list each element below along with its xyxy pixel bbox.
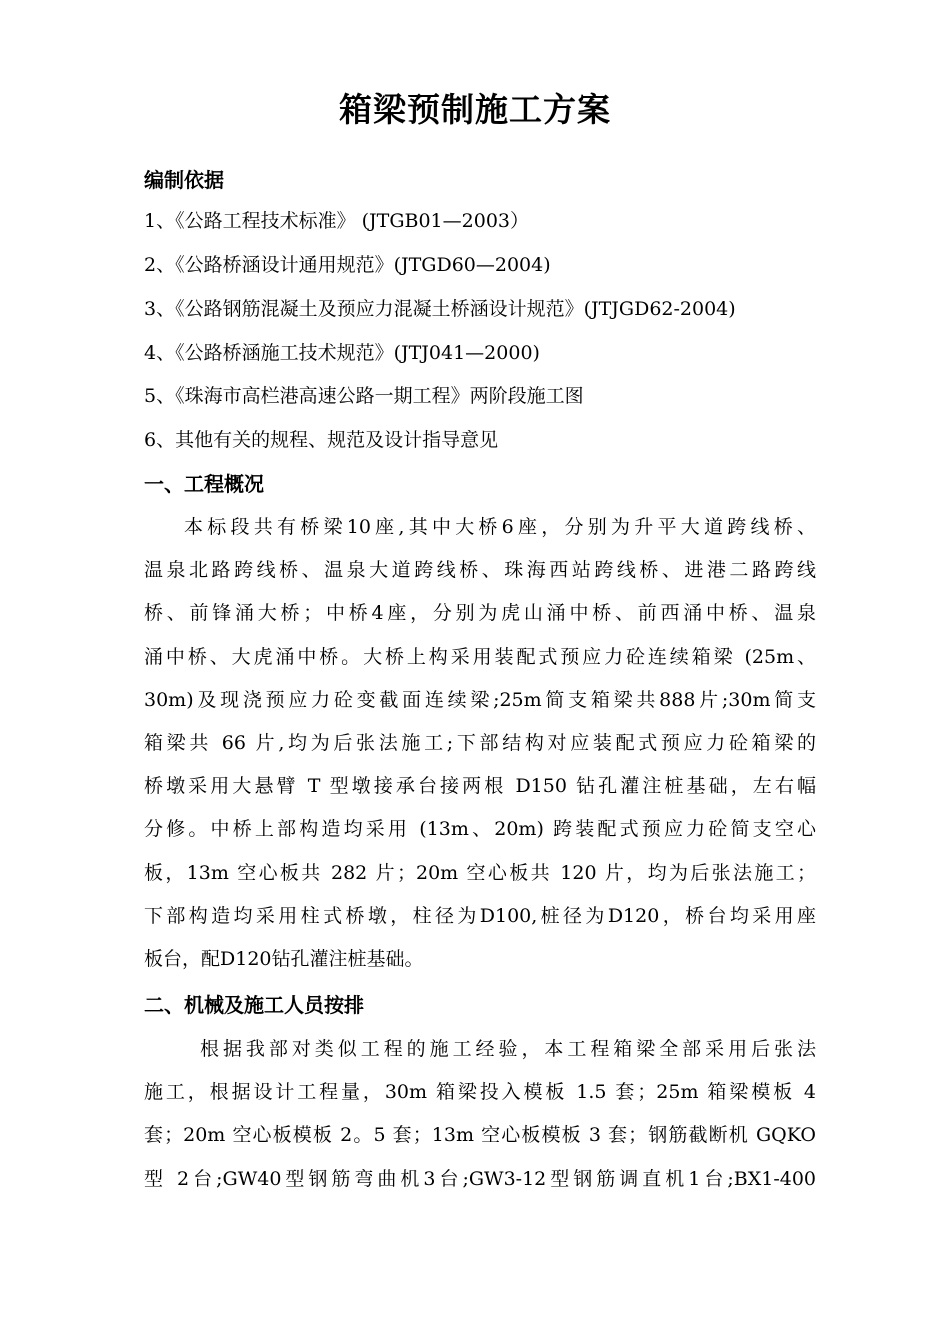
paragraph-line: 桥、前锋涌大桥；中桥4座，分别为虎山涌中桥、前西涌中桥、温泉 — [144, 602, 816, 625]
paragraph-line: 套；20m 空心板模板 2。5 套；13m 空心板模板 3 套；钢筋截断机 GQKO — [144, 1124, 816, 1147]
paragraph-line: 本标段共有桥梁10座,其中大桥6座，分别为升平大道跨线桥、 — [184, 516, 816, 538]
section1-paragraph — [144, 506, 816, 981]
section2-heading: 二、机械及施工人员按排 — [144, 993, 364, 1017]
basis-item: 6、其他有关的规程、规范及设计指导意见 — [144, 429, 499, 451]
paragraph-line: 箱梁共 66 片,均为后张法施工;下部结构对应装配式预应力砼箱梁的 — [144, 731, 816, 754]
paragraph-line: 涌中桥、大虎涌中桥。大桥上构采用装配式预应力砼连续箱梁 (25m、 — [144, 645, 816, 668]
basis-item: 4、《公路桥涵施工技术规范》(JTJ041—2000) — [144, 342, 540, 364]
basis-item: 2、《公路桥涵设计通用规范》(JTGD60—2004) — [144, 254, 551, 276]
paragraph-line: 桥墩采用大悬臂 T 型墩接承台接两根 D150 钻孔灌注桩基础，左右幅 — [144, 775, 816, 798]
paragraph-line: 分修。中桥上部构造均采用 (13m、20m) 跨装配式预应力砼简支空心 — [144, 818, 816, 841]
basis-item: 1、《公路工程技术标准》 (JTGB01—2003） — [144, 210, 530, 232]
paragraph-line: 温泉北路跨线桥、温泉大道跨线桥、珠海西站跨线桥、进港二路跨线 — [144, 559, 816, 582]
paragraph-line: 施工，根据设计工程量，30m 箱梁投入模板 1.5 套；25m 箱梁模板 4 — [144, 1081, 816, 1104]
paragraph-line: 根据我部对类似工程的施工经验，本工程箱梁全部采用后张法 — [200, 1038, 816, 1060]
paragraph-line: 下部构造均采用柱式桥墩，柱径为D100,桩径为D120，桥台均采用座 — [144, 904, 816, 927]
section2-paragraph — [144, 1028, 816, 1201]
paragraph-line: 30m)及现浇预应力砼变截面连续梁;25m简支箱梁共888片;30m简支 — [144, 688, 816, 711]
paragraph-line: 板，13m 空心板共 282 片；20m 空心板共 120 片，均为后张法施工； — [144, 861, 816, 884]
document-title: 箱梁预制施工方案 — [339, 90, 611, 129]
section1-heading: 一、工程概况 — [144, 472, 264, 496]
basis-item: 3、《公路钢筋混凝土及预应力混凝土桥涵设计规范》(JTJGD62-2004) — [144, 298, 736, 320]
basis-heading: 编制依据 — [144, 168, 224, 192]
basis-item: 5、《珠海市高栏港高速公路一期工程》两阶段施工图 — [144, 385, 584, 407]
paragraph-line: 型 2台;GW40型钢筋弯曲机3台;GW3-12型钢筋调直机1台;BX1-400 — [144, 1167, 816, 1190]
paragraph-line: 板台，配D120钻孔灌注桩基础。 — [144, 947, 424, 970]
